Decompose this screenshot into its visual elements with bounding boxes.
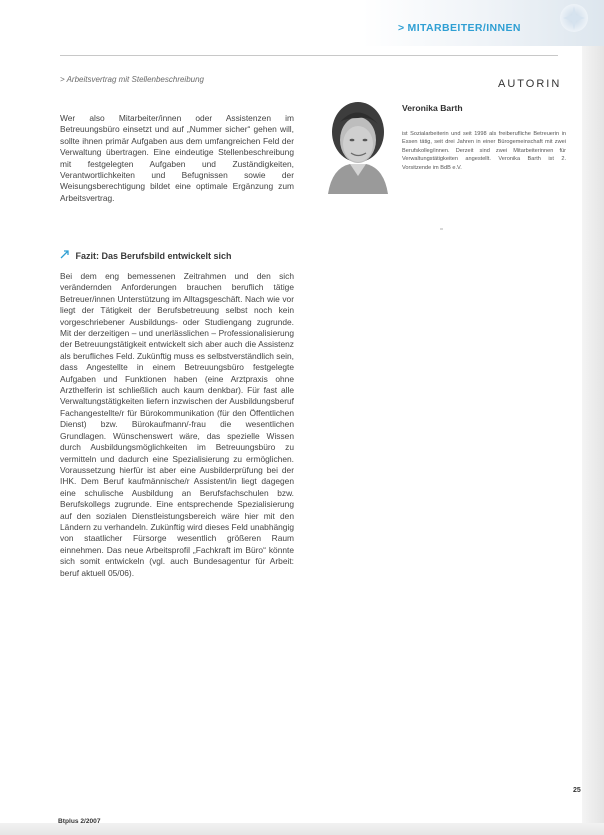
fazit-paragraph: Bei dem eng bemessenen Zeitrahmen und den sich verändernden Anforderungen brauchen beruflich tätige Betreuer/innen Unterstützung im Alltagsgeschäft. Nach wie vor liegt der Tätigkeit der Berufsbetreuung selbst noch kein vorgeschriebener Ausbildungs- oder Studiengang zugrunde. Mit der derzeitigen – und unerlässlichen – Professionalisierung der Betreuungstätigkeit entwickelt sich aber auch die Assistenz als berufliches Feld. Zukünftig muss es selbstverständlich sein, dass Angestellte in einem Betreuungsbüro festgelegte Aufgaben und Funktionen haben (eine Arztpraxis ohne Arzthelferin ist schließlich auch kaum denkbar). Für fast alle Verwaltungstätigkeiten liefern inzwischen der Ausbildungsberuf Fachangestellte/r für Bürokommunikation (für den Öffentlichen Dienst) bzw. Bürokaufmann/-frau die wesentlichen Grundlagen. Wünschenswert wäre, das spezielle Wissen durch Ausbildungsmöglichkeiten im Betreuungsbüro zu vermitteln und dadurch eine Spezialisierung zu ermöglichen. Voraussetzung hierfür ist aber eine Ausbilderprüfung bei der IHK. Dem Beruf kaufmännische/r Assistent/in liegt dagegen eine schulische Ausbildung an Berufsfachschulen bzw. Berufskollegs zugrunde. Eine entsprechende Spezialisierung auf den sozialen Dienstleistungsbereich wäre hier mit den Ländern zu verhandeln. Zukünftig wird dieses Feld unabhängig von staatlicher Fürsorge wesentlich größeren Raum einnehmen. Das neue Arbeitsprofil „Fachkraft im Büro“ könnte sich somit entwickeln (vgl. auch Bundesagentur für Arbeit: beruf aktuell 05/06).: [60, 271, 294, 578]
author-bio: ist Sozialarbeiterin und seit 1998 als freiberufliche Betreuerin in Essen tätig, seit drei Jahren in einer Bürogemeinschaft mit zwei Berufskolleg/innen. Derzeit sind zwei Mitarbeiterinnen für Verwaltungstätigkeiten angestellt. Veronika Barth ist 2. Vorsitzende im BdB e.V.: [402, 131, 566, 171]
footer-publication: Btplus 2/2007: [58, 818, 101, 825]
fazit-heading-text: Fazit: Das Berufsbild entwickelt sich: [75, 251, 232, 261]
author-name: Veronika Barth: [402, 103, 463, 113]
intro-paragraph: Wer also Mitarbeiter/innen oder Assistenzen im Betreuungsbüro einsetzt und auf „Nummer sicher“ gehen will, sollte ihnen primär Aufgaben aus dem umfangreichen Feld der Verwaltung übertragen. Eine eindeutige Stellenbeschreibung mit festgelegten Aufgaben und Zuständigkeiten, Verantwortlichkeiten und Befugnissen sowie der Weisungsberechtigung bildet eine optimale Ergänzung zum Arbeitsvertrag.: [60, 113, 294, 203]
author-portrait: [322, 92, 394, 194]
author-heading: AUTORIN: [498, 78, 562, 90]
header-divider: [60, 55, 558, 56]
section-title-text: MITARBEITER/INNEN: [407, 22, 521, 34]
page-edge-shadow: [582, 0, 604, 835]
breadcrumb: > Arbeitsvertrag mit Stellenbeschreibung: [60, 75, 204, 84]
section-prefix: >: [398, 22, 405, 34]
page-number: 25: [573, 787, 581, 794]
page-header: [0, 0, 604, 46]
section-title: [398, 22, 568, 34]
arrow-marker-icon: [60, 251, 72, 261]
fazit-heading: [60, 250, 294, 261]
scan-artifact: [440, 228, 443, 230]
